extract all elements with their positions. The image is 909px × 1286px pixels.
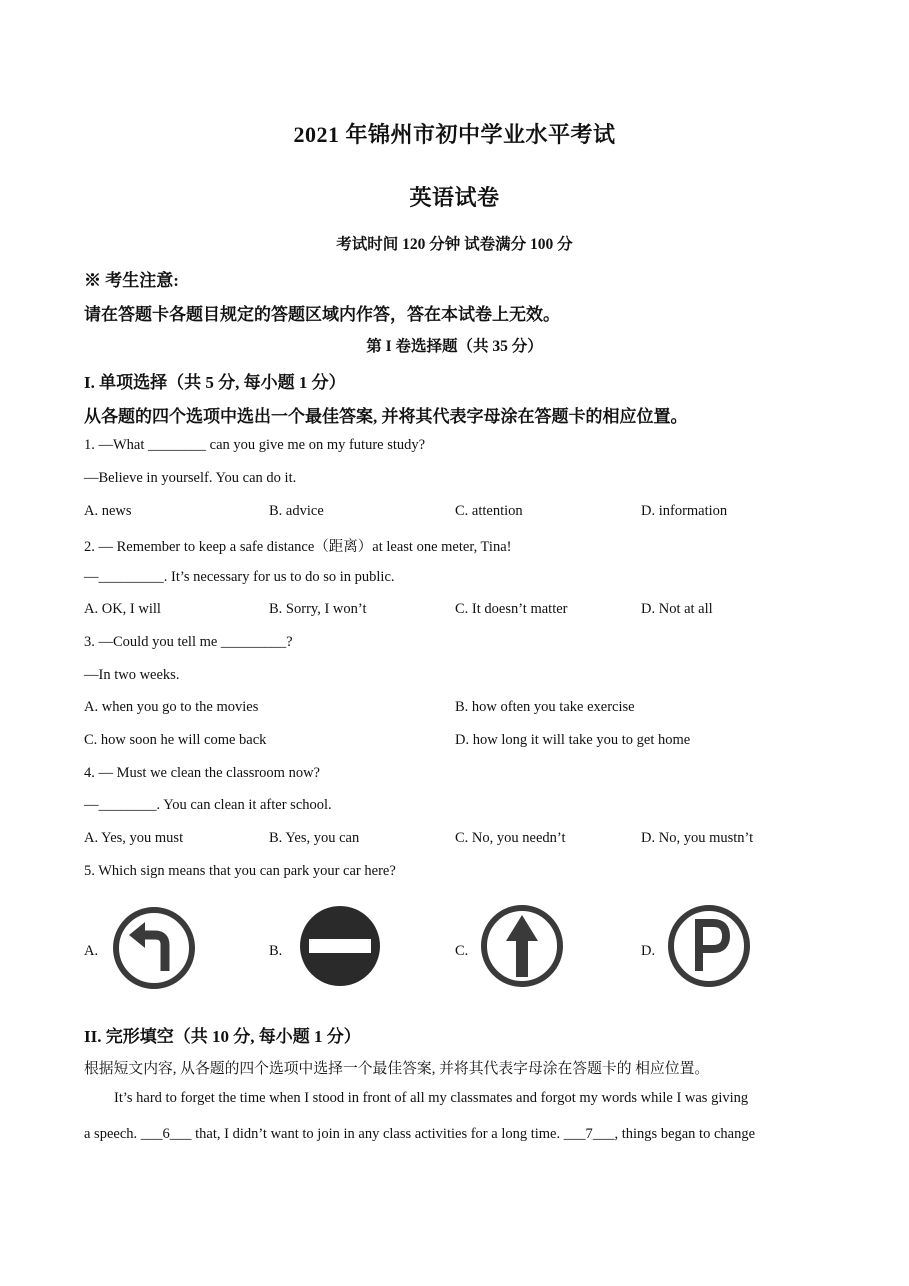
question-2-option-a[interactable]: A. OK, I will <box>84 601 161 617</box>
question-5-option-c-label[interactable]: C. <box>455 943 469 959</box>
question-4-prompt: 4. — Must we clean the classroom now? <box>84 765 320 781</box>
question-2-prompt: 2. — Remember to keep a safe distance（距离）at least one meter, Tina! <box>84 539 512 555</box>
exam-subtitle: 英语试卷 <box>409 185 500 210</box>
question-4-option-d[interactable]: D. No, you mustn’t <box>641 830 754 846</box>
section2-heading: II. 完形填空（共 10 分, 每小题 1 分） <box>84 1027 361 1046</box>
question-4-option-a[interactable]: A. Yes, you must <box>84 830 184 846</box>
question-1-option-a[interactable]: A. news <box>84 503 132 519</box>
question-1-reply: —Believe in yourself. You can do it. <box>84 470 297 486</box>
question-2-option-c[interactable]: C. It doesn’t matter <box>455 601 568 617</box>
straight-ahead-sign-icon[interactable] <box>479 903 565 989</box>
question-1-option-d[interactable]: D. information <box>641 503 728 519</box>
question-1-option-b[interactable]: B. advice <box>269 503 324 519</box>
question-2-option-d[interactable]: D. Not at all <box>641 601 713 617</box>
exam-title: 2021 年锦州市初中学业水平考试 <box>293 122 616 147</box>
exam-info: 考试时间 120 分钟 试卷满分 100 分 <box>336 236 573 253</box>
question-2-option-b[interactable]: B. Sorry, I won’t <box>269 601 367 617</box>
question-4-option-b[interactable]: B. Yes, you can <box>269 830 360 846</box>
question-5-option-b-label[interactable]: B. <box>269 943 283 959</box>
question-5-prompt: 5. Which sign means that you can park your car here? <box>84 863 396 879</box>
question-3-option-b[interactable]: B. how often you take exercise <box>455 699 635 715</box>
question-4-option-c[interactable]: C. No, you needn’t <box>455 830 566 846</box>
question-3-option-a[interactable]: A. when you go to the movies <box>84 699 259 715</box>
section2-instruction: 根据短文内容, 从各题的四个选项中选择一个最佳答案, 并将其代表字母涂在答题卡的 相应位置。 <box>84 1061 710 1077</box>
question-5-option-a-label[interactable]: A. <box>84 943 99 959</box>
question-3-option-c[interactable]: C. how soon he will come back <box>84 732 267 748</box>
question-1-option-c[interactable]: C. attention <box>455 503 523 519</box>
question-4-reply: —________. You can clean it after school. <box>84 797 332 813</box>
part-title: 第 I 卷选择题（共 35 分） <box>366 338 543 355</box>
notice-text: 请在答题卡各题目规定的答题区域内作答，答在本试卷上无效。 <box>84 305 560 324</box>
parking-sign-icon[interactable] <box>666 903 752 989</box>
question-5-option-d-label[interactable]: D. <box>641 943 656 959</box>
section1-heading: I. 单项选择（共 5 分, 每小题 1 分） <box>84 373 346 392</box>
left-turn-sign-icon[interactable] <box>111 905 197 991</box>
no-entry-sign-icon[interactable] <box>297 903 383 989</box>
question-3-option-d[interactable]: D. how long it will take you to get home <box>455 732 691 748</box>
question-1-prompt: 1. —What ________ can you give me on my future study? <box>84 437 426 453</box>
question-3-reply: —In two weeks. <box>84 667 180 683</box>
question-2-reply: —_________. It’s necessary for us to do so in public. <box>84 569 395 585</box>
passage-line-1: It’s hard to forget the time when I stood in front of all my classmates and forgot my words while I was giving <box>114 1090 749 1106</box>
notice-heading: ※ 考生注意: <box>84 271 179 290</box>
question-3-prompt: 3. —Could you tell me _________? <box>84 634 293 650</box>
passage-line-2: a speech. ___6___ that, I didn’t want to join in any class activities for a long time. ___7___, things began to change <box>84 1126 756 1142</box>
section1-instruction: 从各题的四个选项中选出一个最佳答案, 并将其代表字母涂在答题卡的相应位置。 <box>84 407 688 426</box>
